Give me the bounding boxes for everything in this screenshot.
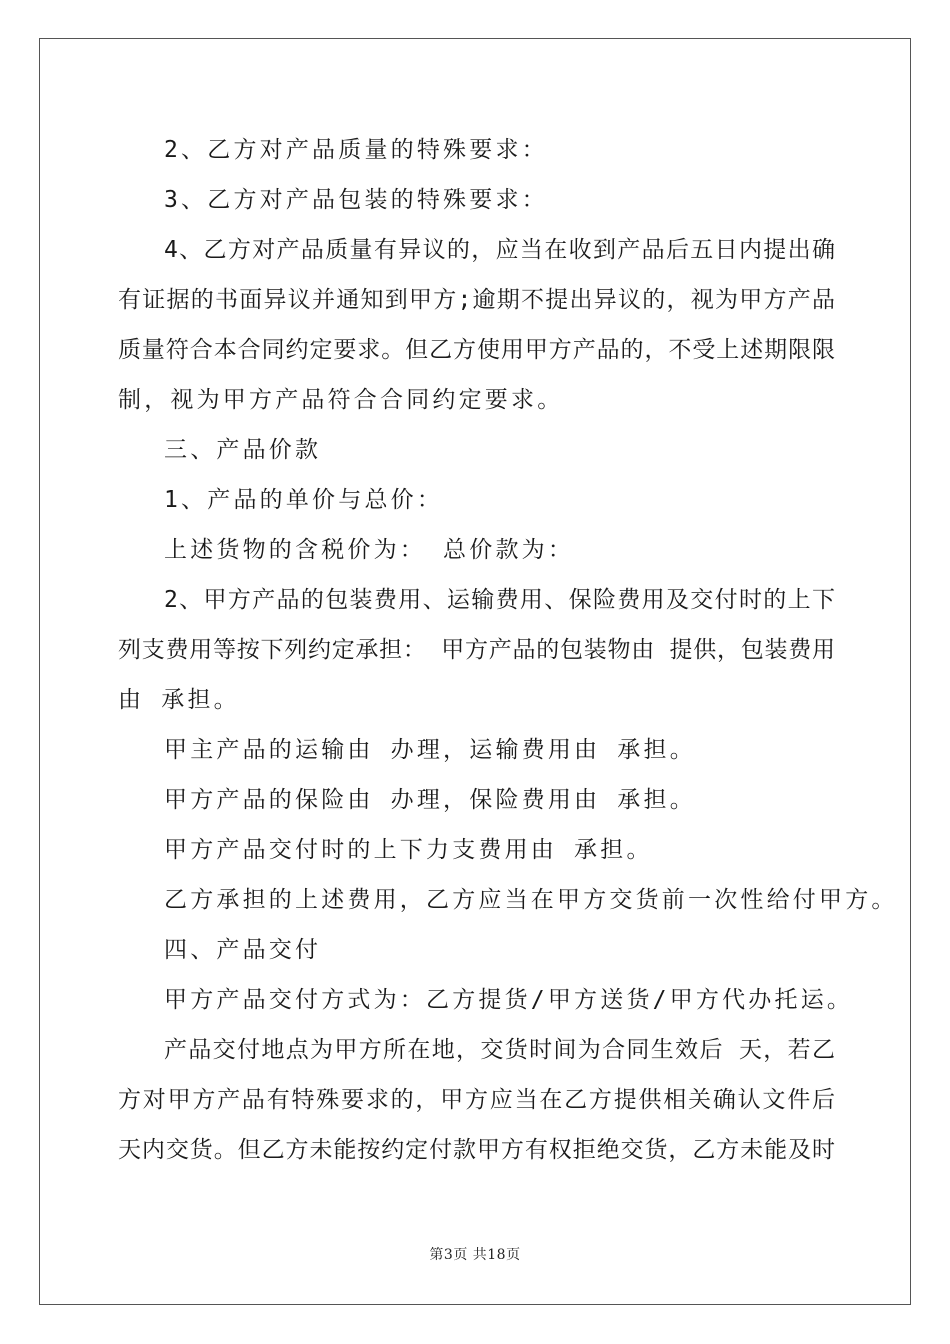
clause-4-line-4: 制，视为甲方产品符合合同约定要求。 <box>118 387 564 413</box>
clause-4-line-1: 4、乙方对产品质量有异议的，应当在收到产品后五日内提出确 <box>164 237 835 263</box>
clause-4-line-2: 有证据的书面异议并通知到甲方;逾期不提出异议的，视为甲方产品 <box>118 287 835 313</box>
handling-cost-line: 甲方产品交付时的上下力支费用由 承担。 <box>164 837 653 863</box>
delivery-place-line-1: 产品交付地点为甲方所在地，交货时间为合同生效后 天，若乙 <box>164 1037 835 1063</box>
transport-cost-line: 甲主产品的运输由 办理，运输费用由 承担。 <box>164 737 696 763</box>
delivery-place-line-3: 天内交货。但乙方未能按约定付款甲方有权拒绝交货，乙方未能及时 <box>118 1137 835 1163</box>
clause-2-quality-requirements: 2、乙方对产品质量的特殊要求： <box>164 137 548 163</box>
clause-4-line-3: 质量符合本合同约定要求。但乙方使用甲方产品的，不受上述期限限 <box>118 337 835 363</box>
price-clause-2-line-2: 列支费用等按下列约定承担： 甲方产品的包装物由 提供，包装费用 <box>118 637 835 663</box>
price-clause-2-line-3: 由 承担。 <box>118 687 240 713</box>
price-clause-1: 1、产品的单价与总价： <box>164 487 444 513</box>
buyer-payment-line: 乙方承担的上述费用，乙方应当在甲方交货前一次性给付甲方。 <box>164 887 898 913</box>
delivery-method-line: 甲方产品交付方式为：乙方提货/甲方送货/甲方代办托运。 <box>164 987 854 1013</box>
clause-3-packaging-requirements: 3、乙方对产品包装的特殊要求： <box>164 187 548 213</box>
price-clause-2-line-1: 2、甲方产品的包装费用、运输费用、保险费用及交付时的上下 <box>164 587 835 613</box>
price-tax-inclusive-line: 上述货物的含税价为： 总价款为： <box>164 537 575 563</box>
delivery-place-line-2: 方对甲方产品有特殊要求的，甲方应当在乙方提供相关确认文件后 <box>118 1087 835 1113</box>
section-heading-price: 三、产品价款 <box>164 437 322 463</box>
insurance-cost-line: 甲方产品的保险由 办理，保险费用由 承担。 <box>164 787 696 813</box>
page-number-footer: 第3页 共18页 <box>429 1247 521 1263</box>
section-heading-delivery: 四、产品交付 <box>164 937 322 963</box>
